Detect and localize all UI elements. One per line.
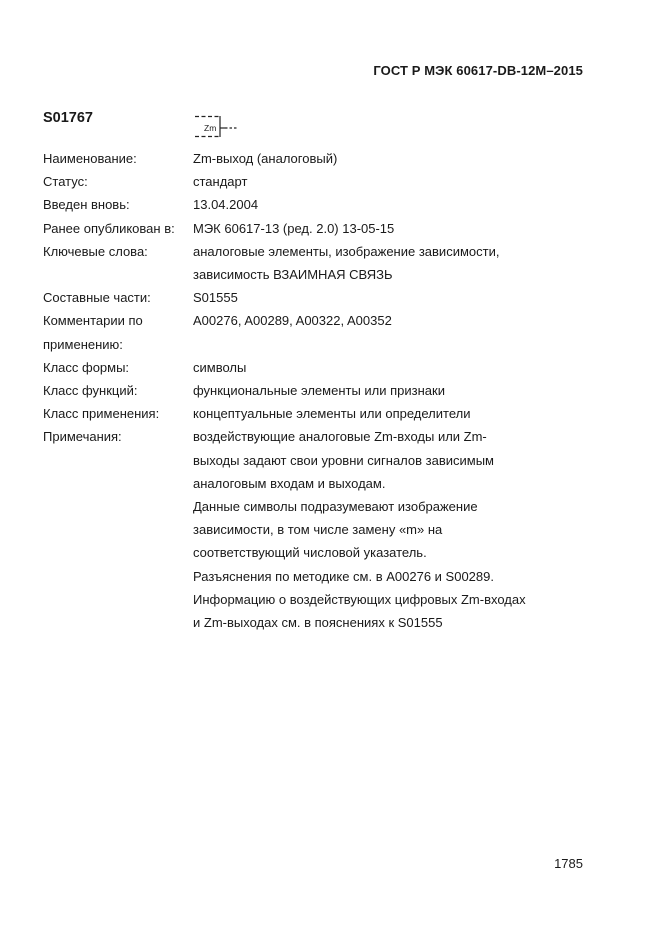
- field-value: [193, 309, 563, 355]
- field-value-line: выходы задают свои уровни сигналов зависимым: [193, 452, 494, 468]
- symbol-id: S01767: [43, 110, 93, 126]
- document-header: ГОСТ Р МЭК 60617-DB-12M–2015: [373, 63, 583, 78]
- field-label: [43, 356, 193, 379]
- field-label-line: Статус:: [43, 174, 88, 190]
- field-value-line: Данные символы подразумевают изображение: [193, 499, 478, 515]
- symbol-graphic-label: Zm: [204, 123, 217, 133]
- field-label: [43, 379, 193, 402]
- field-label: [43, 240, 193, 286]
- field-label-line: Составные части:: [43, 290, 151, 306]
- field-value-line: Информацию о воздействующих цифровых Zm-входах: [193, 591, 526, 607]
- field-value: [193, 170, 563, 193]
- field-label: [43, 217, 193, 240]
- field-value-line: S01555: [193, 290, 238, 306]
- field-row: [43, 356, 563, 379]
- field-value-line: стандарт: [193, 174, 248, 190]
- field-value-line: аналоговым входам и выходам.: [193, 475, 386, 491]
- field-label-line: Класс функций:: [43, 383, 138, 399]
- field-label: [43, 402, 193, 425]
- field-value-line: соответствующий числовой указатель.: [193, 545, 427, 561]
- zm-output-symbol-icon: [193, 114, 239, 140]
- field-value-line: зависимости, в том числе замену «m» на: [193, 522, 443, 538]
- field-value-line: функциональные элементы или признаки: [193, 383, 445, 399]
- field-row: [43, 193, 563, 216]
- field-label: [43, 193, 193, 216]
- field-value-line: МЭК 60617-13 (ред. 2.0) 13-05-15: [193, 220, 395, 236]
- field-value: [193, 217, 563, 240]
- field-label-line: Класс формы:: [43, 359, 130, 375]
- field-value: [193, 425, 563, 634]
- field-value-line: зависимость ВЗАИМНАЯ СВЯЗЬ: [193, 267, 393, 283]
- field-label-line: Ранее опубликован в:: [43, 220, 175, 236]
- field-label: [43, 286, 193, 309]
- field-value-line: символы: [193, 359, 247, 375]
- field-value: [193, 356, 563, 379]
- field-value-line: аналоговые элементы, изображение зависимости,: [193, 243, 500, 259]
- field-value-line: 13.04.2004: [193, 197, 259, 213]
- field-row: [43, 286, 563, 309]
- field-label: [43, 425, 193, 634]
- field-label-line: Ключевые слова:: [43, 243, 148, 259]
- field-value: [193, 193, 563, 216]
- field-label: [43, 170, 193, 193]
- field-row: [43, 402, 563, 425]
- field-label-line: Комментарии по: [43, 313, 143, 329]
- field-value-line: Разъяснения по методике см. в A00276 и S00289.: [193, 568, 494, 584]
- field-label: [43, 147, 193, 170]
- field-value: [193, 402, 563, 425]
- field-label-line: Класс применения:: [43, 406, 160, 422]
- field-label-line: применению:: [43, 336, 123, 352]
- field-row: [43, 217, 563, 240]
- field-label: [43, 309, 193, 355]
- field-value: [193, 240, 563, 286]
- field-value-line: концептуальные элементы или определители: [193, 406, 471, 422]
- field-value-line: Zm-выход (аналоговый): [193, 151, 338, 166]
- field-value-line: A00276, A00289, A00322, A00352: [193, 313, 392, 329]
- field-row: [43, 240, 563, 286]
- field-label-line: Примечания:: [43, 429, 122, 445]
- field-value: [193, 147, 563, 170]
- field-list: [43, 147, 563, 634]
- field-value: [193, 379, 563, 402]
- field-label-line: Введен вновь:: [43, 197, 130, 213]
- page-number: 1785: [554, 856, 583, 871]
- field-row: [43, 309, 563, 355]
- field-value: [193, 286, 563, 309]
- field-row: [43, 147, 563, 170]
- field-row: [43, 425, 563, 634]
- field-value-line: и Zm-выходах см. в пояснениях к S01555: [193, 615, 443, 631]
- field-row: [43, 379, 563, 402]
- field-label-line: Наименование:: [43, 151, 137, 166]
- field-value-line: воздействующие аналоговые Zm-входы или Zm-: [193, 429, 487, 445]
- field-row: [43, 170, 563, 193]
